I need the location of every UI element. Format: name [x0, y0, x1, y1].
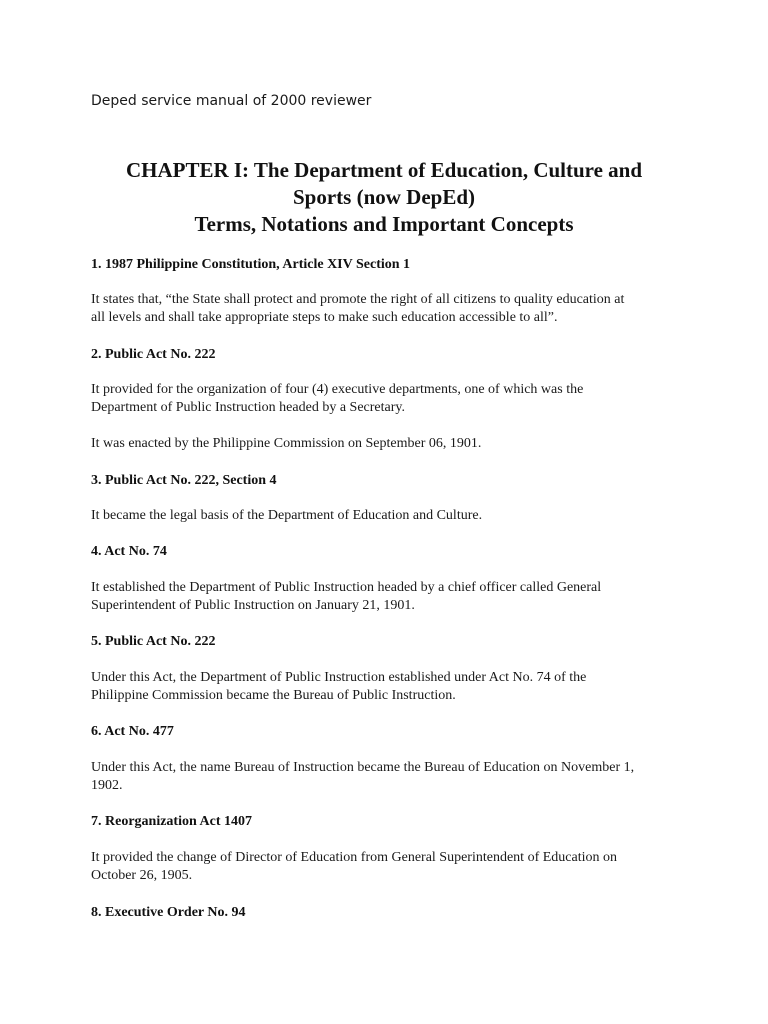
chapter-title-line: Sports (now DepEd): [292, 185, 476, 209]
chapter-title-line: CHAPTER I: The Department of Education, Culture and: [125, 158, 643, 182]
term-heading-8: 8. Executive Order No. 94: [91, 905, 246, 920]
term-paragraph: [91, 507, 681, 525]
paragraph-line: Department of Public Instruction headed by a Secretary.: [91, 400, 405, 415]
paragraph-line: It provided the change of Director of Education from General Superintendent of Education on: [91, 850, 617, 865]
paragraph-line: 1902.: [91, 778, 123, 793]
paragraph-line: It established the Department of Public Instruction headed by a chief officer called General: [91, 580, 602, 595]
chapter-title: [60, 157, 708, 238]
paragraph-line: Superintendent of Public Instruction on January 21, 1901.: [91, 598, 415, 613]
paragraph-line: It was enacted by the Philippine Commission on September 06, 1901.: [91, 436, 482, 451]
paragraph-line: Philippine Commission became the Bureau of Public Instruction.: [91, 688, 456, 703]
term-paragraph: [91, 579, 681, 615]
term-heading-2: 2. Public Act No. 222: [91, 347, 216, 362]
paragraph-line: October 26, 1905.: [91, 868, 193, 883]
chapter-subtitle: Terms, Notations and Important Concepts: [194, 212, 574, 236]
term-heading-6: 6. Act No. 477: [91, 724, 174, 739]
term-paragraph: [91, 669, 681, 705]
term-paragraph: [91, 381, 681, 417]
term-paragraph: [91, 435, 681, 453]
term-heading-3: 3. Public Act No. 222, Section 4: [91, 473, 277, 488]
term-paragraph: [91, 849, 681, 885]
paragraph-line: It became the legal basis of the Department of Education and Culture.: [91, 508, 483, 523]
term-heading-7: 7. Reorganization Act 1407: [91, 814, 252, 829]
term-heading-4: 4. Act No. 74: [91, 544, 167, 559]
term-heading-5: 5. Public Act No. 222: [91, 634, 216, 649]
term-paragraph: [91, 291, 681, 327]
term-paragraph: [91, 759, 681, 795]
term-heading-1: 1. 1987 Philippine Constitution, Article XIV Section 1: [91, 257, 411, 272]
paragraph-line: Under this Act, the Department of Public Instruction established under Act No. 74 of the: [91, 670, 587, 685]
document-header-note: Deped service manual of 2000 reviewer: [91, 93, 372, 109]
paragraph-line: Under this Act, the name Bureau of Instruction became the Bureau of Education on November 1,: [91, 760, 635, 775]
paragraph-line: It states that, “the State shall protect and promote the right of all citizens to quality education at: [91, 292, 625, 307]
paragraph-line: It provided for the organization of four (4) executive departments, one of which was the: [91, 382, 584, 397]
paragraph-line: all levels and shall take appropriate steps to make such education accessible to all”.: [91, 310, 558, 325]
